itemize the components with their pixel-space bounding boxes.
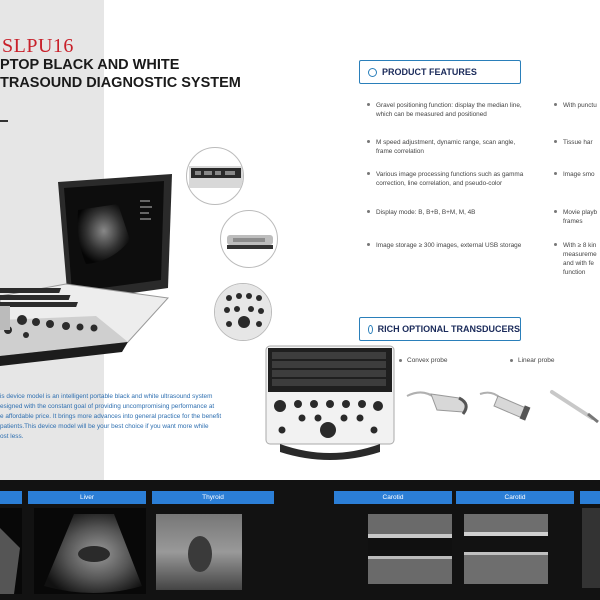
- detail-circle-control-knobs: [214, 283, 272, 341]
- model-name: SLPU16: [2, 35, 74, 57]
- bullet-icon: [554, 103, 557, 106]
- sample-label-carotid-1: Carotid: [334, 491, 452, 504]
- feature-item-8: Image smo: [563, 170, 600, 179]
- ultrasound-image-partial-right: [582, 508, 600, 588]
- bullet-icon: [554, 140, 557, 143]
- sample-label-liver: Liver: [28, 491, 146, 504]
- ultrasound-image-carotid-2: [464, 514, 548, 584]
- bullet-icon: [554, 172, 557, 175]
- sample-label-partial-right: [580, 491, 600, 504]
- ultrasound-image-thyroid: [156, 514, 242, 590]
- bullet-icon: [367, 172, 370, 175]
- linear-probe-image: [478, 384, 542, 428]
- ultrasound-image-partial: [0, 508, 22, 594]
- product-title-line-1: PTOP BLACK AND WHITE: [0, 57, 180, 73]
- detail-circle-ports: [186, 147, 244, 205]
- feature-item-10: With ≥ 8 kin measureme and with fe function: [563, 241, 600, 277]
- feature-item-3: Various image processing functions such as gamma correction, line correlation, and pseudo-color: [376, 170, 528, 188]
- circle-icon: [368, 68, 377, 77]
- convex-probe-image: [405, 382, 473, 426]
- bullet-icon: [554, 210, 557, 213]
- feature-item-9: Movie playb frames: [563, 208, 600, 226]
- detail-circle-probe-holder: [220, 210, 278, 268]
- additional-probe-image: [548, 386, 600, 426]
- circle-icon: [368, 325, 373, 334]
- title-underline: [0, 120, 8, 122]
- product-description: [0, 392, 255, 442]
- probe-label-convex: Convex probe: [399, 357, 447, 364]
- feature-item-4: Display mode: B, B+B, B+M, M, 4B: [376, 208, 528, 217]
- optional-transducers-heading: RICH OPTIONAL TRANSDUCERS: [359, 317, 521, 341]
- sample-label-thyroid: Thyroid: [152, 491, 274, 504]
- laptop-ultrasound-device-image: [0, 170, 185, 370]
- feature-item-6: With punctu: [563, 101, 600, 110]
- bullet-icon: [367, 210, 370, 213]
- description-line: esigned with the constant goal of providing uncompromising performance at: [0, 402, 215, 410]
- product-title-line-2: TRASOUND DIAGNOSTIC SYSTEM: [0, 75, 241, 91]
- description-line: is device model is an intelligent portable black and white ultrasound system: [0, 393, 213, 400]
- feature-item-5: Image storage ≥ 300 images, external USB storage: [376, 241, 528, 250]
- feature-item-1: Gravel positioning function: display the median line, which can be measured and positioned: [376, 101, 528, 119]
- ultrasound-image-liver: [34, 508, 146, 594]
- bullet-icon: [554, 243, 557, 246]
- feature-item-2: M speed adjustment, dynamic range, scan angle, frame correlation: [376, 138, 528, 156]
- ultrasound-image-carotid-1: [368, 514, 452, 584]
- feature-item-7: Tissue har: [563, 138, 600, 147]
- product-features-heading: PRODUCT FEATURES: [359, 60, 521, 84]
- description-line: ost less.: [0, 432, 24, 440]
- bullet-icon: [367, 140, 370, 143]
- sample-label-carotid-2: Carotid: [456, 491, 574, 504]
- bullet-icon: [510, 359, 513, 362]
- sample-label-partial: [0, 491, 22, 504]
- bullet-icon: [367, 243, 370, 246]
- probe-label-linear: Linear probe: [510, 357, 555, 364]
- description-line: e affordable price. It brings more advances into general practice for the benefit: [0, 412, 222, 420]
- description-line: patients.This device model will be your best choice if you want more while: [0, 422, 209, 430]
- bullet-icon: [367, 103, 370, 106]
- bullet-icon: [399, 359, 402, 362]
- control-panel-image: [262, 344, 398, 468]
